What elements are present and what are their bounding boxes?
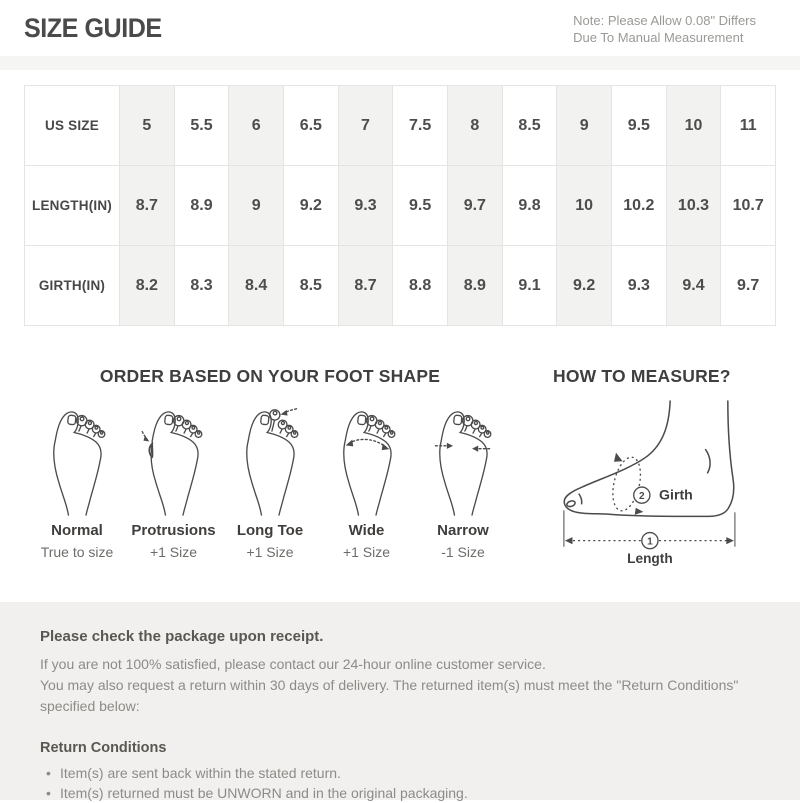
- foot-narrow-icon: [420, 405, 506, 517]
- how-to-measure-title: HOW TO MEASURE?: [553, 366, 778, 387]
- girth-cell: 8.8: [393, 246, 448, 326]
- size-cell: 9.5: [612, 86, 667, 166]
- return-policy-footer: [0, 602, 800, 800]
- feet-row: [24, 405, 516, 560]
- return-request-line2: specified below:: [40, 696, 760, 717]
- girth-cell: 8.2: [120, 246, 175, 326]
- foot-shape-name: Wide: [349, 522, 385, 539]
- foot-shape-advice: -1 Size: [441, 544, 485, 560]
- size-cell: 9: [557, 86, 612, 166]
- satisfaction-line: If you are not 100% satisfied, please contact our 24-hour online customer service.: [40, 654, 760, 675]
- girth-cell: 8.5: [284, 246, 339, 326]
- how-to-measure-section: [553, 366, 778, 574]
- length-cell: 9.5: [393, 166, 448, 246]
- length-cell: 8.9: [175, 166, 230, 246]
- row-header-girth: GIRTH(IN): [25, 246, 120, 326]
- girth-cell: 9.7: [721, 246, 776, 326]
- foot-wide-icon: [324, 405, 410, 517]
- size-table: [24, 85, 776, 326]
- foot-shape-advice: +1 Size: [150, 544, 197, 560]
- size-cell: 11: [721, 86, 776, 166]
- length-label: Length: [627, 551, 673, 566]
- girth-cell: 9.2: [557, 246, 612, 326]
- foot-shape-advice: +1 Size: [246, 544, 293, 560]
- size-guide-header: [0, 0, 800, 56]
- length-cell: 9.3: [339, 166, 394, 246]
- length-cell: 8.7: [120, 166, 175, 246]
- measurement-note-line2: Due To Manual Measurement: [573, 29, 756, 46]
- foot-shape-narrow: [416, 405, 510, 560]
- foot-shape-name: Normal: [51, 522, 103, 539]
- return-conditions-heading: Return Conditions: [40, 740, 760, 756]
- size-cell: 10: [667, 86, 722, 166]
- size-cell: 8.5: [503, 86, 558, 166]
- size-cell: 5: [120, 86, 175, 166]
- return-condition-item: • Item(s) are sent back within the stated return.: [40, 764, 760, 784]
- girth-cell: 9.3: [612, 246, 667, 326]
- foot-normal-icon: [34, 405, 120, 517]
- foot-measure-diagram-icon: [555, 399, 759, 569]
- foot-shape-advice: True to size: [41, 544, 114, 560]
- row-header-us-size: US SIZE: [25, 86, 120, 166]
- size-cell: 7.5: [393, 86, 448, 166]
- measurement-note: [573, 12, 756, 46]
- girth-number: 2: [639, 491, 645, 502]
- foot-shape-normal: [30, 405, 124, 560]
- foot-shape-section: [24, 366, 516, 560]
- length-cell: 9: [229, 166, 284, 246]
- size-cell: 8: [448, 86, 503, 166]
- foot-shape-long-toe: [223, 405, 317, 560]
- foot-shape-wide: [320, 405, 414, 560]
- foot-shape-title: ORDER BASED ON YOUR FOOT SHAPE: [24, 366, 516, 387]
- receipt-heading: Please check the package upon receipt.: [40, 628, 760, 645]
- foot-long-toe-icon: [227, 405, 313, 517]
- foot-protrusions-icon: [131, 405, 217, 517]
- return-conditions-list: [40, 764, 760, 803]
- size-cell: 6.5: [284, 86, 339, 166]
- length-cell: 10.7: [721, 166, 776, 246]
- row-header-length: LENGTH(IN): [25, 166, 120, 246]
- size-cell: 5.5: [175, 86, 230, 166]
- girth-cell: 8.3: [175, 246, 230, 326]
- return-request-line1: You may also request a return within 30 days of delivery. The returned item(s) must meet the "Return Conditions": [40, 675, 760, 696]
- length-cell: 10.2: [612, 166, 667, 246]
- foot-shape-protrusions: [127, 405, 221, 560]
- page-title: SIZE GUIDE: [24, 13, 162, 44]
- foot-shape-name: Long Toe: [237, 522, 303, 539]
- girth-cell: 9.1: [503, 246, 558, 326]
- girth-cell: 9.4: [667, 246, 722, 326]
- length-cell: 10: [557, 166, 612, 246]
- length-cell: 9.7: [448, 166, 503, 246]
- foot-shape-advice: +1 Size: [343, 544, 390, 560]
- length-cell: 9.8: [503, 166, 558, 246]
- girth-cell: 8.4: [229, 246, 284, 326]
- size-cell: 6: [229, 86, 284, 166]
- size-cell: 7: [339, 86, 394, 166]
- foot-shape-name: Protrusions: [131, 522, 215, 539]
- girth-cell: 8.7: [339, 246, 394, 326]
- header-divider: [0, 56, 800, 70]
- foot-shape-name: Narrow: [437, 522, 489, 539]
- length-cell: 9.2: [284, 166, 339, 246]
- length-number: 1: [647, 536, 653, 547]
- return-condition-item: • Item(s) returned must be UNWORN and in the original packaging.: [40, 784, 760, 803]
- girth-cell: 8.9: [448, 246, 503, 326]
- girth-label: Girth: [659, 488, 693, 504]
- length-cell: 10.3: [667, 166, 722, 246]
- measurement-note-line1: Note: Please Allow 0.08" Differs: [573, 12, 756, 29]
